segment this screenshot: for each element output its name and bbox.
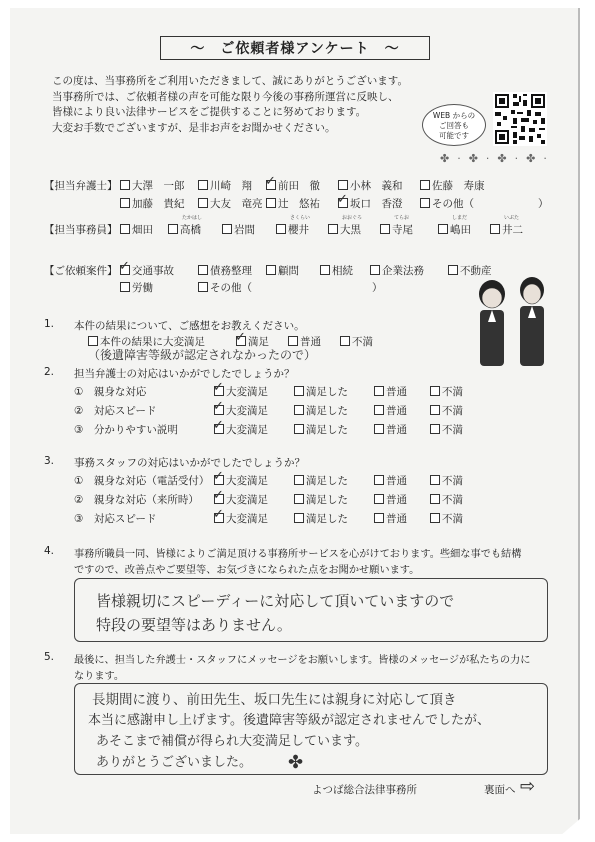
intro-line: 当事務所では、ご依頼者様の声を可能な限り今後の事務所運営に反映し、 bbox=[52, 90, 399, 103]
bubble-line: WEB からの bbox=[432, 111, 476, 120]
case-option[interactable] bbox=[266, 263, 299, 278]
option-label: その他（ bbox=[432, 198, 474, 210]
checkbox-checked[interactable] bbox=[214, 424, 224, 434]
case-option[interactable] bbox=[120, 263, 174, 278]
q4-text-line1: 事務所職員一同、皆様によりご満足頂ける事務所サービスを心がけております。些細な事でも結構 bbox=[74, 549, 522, 560]
lawyer-option[interactable] bbox=[338, 178, 403, 193]
option-label: 顧問 bbox=[278, 265, 299, 277]
staff-option[interactable] bbox=[276, 215, 311, 237]
option-label: 不満 bbox=[352, 336, 373, 348]
option-label: 坂口 香澄 bbox=[350, 198, 403, 210]
option-label: 大変満足 bbox=[226, 475, 268, 487]
lawyer-option[interactable] bbox=[266, 196, 320, 211]
option-label: 岩間 bbox=[234, 224, 255, 236]
bubble-line: ご回答も bbox=[439, 121, 469, 130]
office-name: よつば総合法律事務所 bbox=[312, 784, 417, 796]
staff-ruby: いぶた bbox=[504, 215, 520, 221]
checkbox[interactable] bbox=[198, 265, 208, 275]
checkbox[interactable] bbox=[374, 424, 384, 434]
checkbox-checked[interactable] bbox=[214, 475, 224, 485]
q2-rating-option[interactable] bbox=[374, 403, 407, 418]
q3-rating-option[interactable] bbox=[430, 511, 463, 526]
staff-illustration bbox=[470, 276, 554, 368]
checkbox[interactable] bbox=[222, 224, 232, 234]
staff-option[interactable] bbox=[380, 215, 413, 237]
q3-rating-option[interactable] bbox=[374, 492, 407, 507]
q3-item: ① 親身な対応（電話受付） bbox=[74, 475, 210, 487]
web-answer-bubble bbox=[422, 104, 486, 146]
q2-rating-option[interactable] bbox=[214, 384, 268, 399]
checkbox[interactable] bbox=[380, 224, 390, 234]
option-label: 寺尾 bbox=[392, 224, 413, 236]
option-label: 労働 bbox=[132, 282, 153, 294]
checkbox[interactable] bbox=[338, 180, 348, 190]
option-label: 川崎 翔 bbox=[210, 180, 252, 192]
checkbox-checked[interactable] bbox=[338, 198, 348, 208]
staff-ruby: さくらい bbox=[290, 215, 311, 221]
checkbox-checked[interactable] bbox=[266, 180, 276, 190]
checkbox[interactable] bbox=[288, 336, 298, 346]
checkbox[interactable] bbox=[430, 475, 440, 485]
q2-rating-option[interactable] bbox=[294, 422, 348, 437]
intro-line: 皆様により良い法律サービスをご提供することに努めております。 bbox=[52, 106, 367, 118]
option-label: 櫻井 bbox=[288, 224, 309, 236]
lawyer-option[interactable] bbox=[120, 178, 185, 193]
option-label: 満足した bbox=[306, 475, 348, 487]
checkbox[interactable] bbox=[266, 265, 276, 275]
q4-text-line2: ですので、改善点やご要望等、お気づきになられた点をお聞かせ願います。 bbox=[74, 565, 420, 576]
option-label: 大友 竜亮 bbox=[210, 198, 263, 210]
case-option[interactable] bbox=[120, 280, 153, 295]
checkbox[interactable] bbox=[370, 265, 380, 275]
q3-item: ③ 対応スピード bbox=[74, 513, 157, 525]
option-label: 普通 bbox=[386, 475, 407, 487]
q2-rating-option[interactable] bbox=[430, 422, 463, 437]
q3-number: 3. bbox=[44, 455, 55, 467]
checkbox[interactable] bbox=[374, 475, 384, 485]
option-label: 前田 徹 bbox=[278, 180, 320, 192]
option-label: 佐藤 寿康 bbox=[432, 180, 485, 192]
checkbox[interactable] bbox=[328, 224, 338, 234]
q4-number: 4. bbox=[44, 545, 55, 557]
checkbox[interactable] bbox=[266, 198, 276, 208]
option-label: 大変満足 bbox=[226, 513, 268, 525]
checkbox[interactable] bbox=[320, 265, 330, 275]
q5-number: 5. bbox=[44, 651, 55, 663]
q2-rating-option[interactable] bbox=[294, 384, 348, 399]
checkbox[interactable] bbox=[168, 224, 178, 234]
q2-rating-option[interactable] bbox=[294, 403, 348, 418]
option-label: 満足した bbox=[306, 513, 348, 525]
option-label: 普通 bbox=[386, 494, 407, 506]
case-option[interactable] bbox=[198, 263, 252, 278]
q3-rating-option[interactable] bbox=[294, 492, 348, 507]
clover-decoration-icon: ✤·✤·✤·✤· bbox=[440, 152, 555, 165]
staff-ruby: しまだ bbox=[452, 215, 468, 221]
q3-rating-option[interactable] bbox=[430, 492, 463, 507]
q3-rating-option[interactable] bbox=[214, 473, 268, 488]
checkbox[interactable] bbox=[448, 265, 458, 275]
checkbox[interactable] bbox=[198, 282, 208, 292]
staff-label: 【担当事務員】 bbox=[44, 224, 118, 236]
q3-rating-option[interactable] bbox=[374, 511, 407, 526]
option-label: 大黒 bbox=[340, 224, 361, 236]
option-label: 不満 bbox=[442, 405, 463, 417]
option-label: 畑田 bbox=[132, 224, 153, 236]
option-label: 井二 bbox=[502, 224, 523, 236]
bubble-line: 可能です bbox=[439, 131, 469, 140]
q2-item: ② 対応スピード bbox=[74, 405, 157, 417]
q5-answer-line4: ありがとうございました。 bbox=[96, 755, 253, 770]
q5-text-line1: 最後に、担当した弁護士・スタッフにメッセージをお願いします。皆様のメッセージが私たちの力に bbox=[74, 655, 531, 666]
qr-code-icon[interactable] bbox=[493, 92, 547, 146]
option-label: 不動産 bbox=[460, 265, 492, 277]
checkbox[interactable] bbox=[438, 224, 448, 234]
staff-option[interactable] bbox=[328, 215, 363, 237]
q1-handwritten-note: （後遺障害等級が認定されなかったので） bbox=[88, 348, 317, 362]
option-label: 普通 bbox=[386, 405, 407, 417]
checkbox[interactable] bbox=[374, 494, 384, 504]
q3-rating-option[interactable] bbox=[214, 511, 268, 526]
q5-answer-line1: 長期間に渡り、前田先生、坂口先生には親身に対応して頂き bbox=[92, 692, 457, 708]
option-label: 交通事故 bbox=[132, 265, 174, 277]
option-label: 債務整理 bbox=[210, 265, 252, 277]
option-label: 相続 bbox=[332, 265, 353, 277]
option-label: 不満 bbox=[442, 424, 463, 436]
q2-rating-option[interactable] bbox=[214, 403, 268, 418]
lawyer-option[interactable] bbox=[420, 178, 485, 193]
checkbox[interactable] bbox=[88, 336, 98, 346]
q2-rating-option[interactable] bbox=[430, 403, 463, 418]
checkbox[interactable] bbox=[198, 180, 208, 190]
checkbox-checked[interactable] bbox=[214, 386, 224, 396]
checkbox[interactable] bbox=[340, 336, 350, 346]
page-title: ～ ご依頼者様アンケート ～ bbox=[160, 36, 430, 60]
case-option[interactable] bbox=[320, 263, 353, 278]
option-label: 辻 悠祐 bbox=[278, 198, 320, 210]
option-label: 加藤 貴紀 bbox=[132, 198, 185, 210]
clover-logo-icon: ✤ bbox=[288, 752, 304, 773]
staff-option[interactable] bbox=[490, 215, 523, 237]
lawyer-option[interactable] bbox=[338, 196, 403, 211]
checkbox[interactable] bbox=[294, 405, 304, 415]
checkbox[interactable] bbox=[420, 180, 430, 190]
option-label: 満足した bbox=[306, 386, 348, 398]
q3-rating-option[interactable] bbox=[214, 492, 268, 507]
q5-answer-line2: 本当に感謝申し上げます。後遺障害等級が認定されませんでしたが、 bbox=[88, 713, 490, 728]
staff-ruby: おおぐろ bbox=[342, 215, 363, 221]
lawyer-option[interactable] bbox=[266, 178, 320, 193]
other-close: ） bbox=[372, 282, 383, 294]
q1-option[interactable] bbox=[340, 334, 373, 349]
checkbox[interactable] bbox=[430, 494, 440, 504]
option-label: その他（ bbox=[210, 282, 252, 294]
option-label: 高橋 bbox=[180, 224, 201, 236]
checkbox[interactable] bbox=[120, 224, 130, 234]
cases-label: 【ご依頼案件】 bbox=[44, 265, 118, 277]
page-curl bbox=[553, 806, 595, 842]
option-label: 大変満足 bbox=[226, 494, 268, 506]
option-label: 企業法務 bbox=[382, 265, 424, 277]
lawyer-option[interactable] bbox=[198, 178, 252, 193]
checkbox-checked[interactable] bbox=[120, 265, 130, 275]
checkbox[interactable] bbox=[374, 513, 384, 523]
q1-number: 1. bbox=[44, 318, 55, 330]
checkbox[interactable] bbox=[430, 424, 440, 434]
option-label: 嶋田 bbox=[450, 224, 471, 236]
option-label: 普通 bbox=[386, 386, 407, 398]
checkbox[interactable] bbox=[294, 513, 304, 523]
checkbox[interactable] bbox=[374, 405, 384, 415]
arrow-right-icon[interactable]: ⇨ bbox=[520, 776, 536, 797]
option-label: 不満 bbox=[442, 494, 463, 506]
staff-option[interactable] bbox=[222, 222, 255, 237]
checkbox[interactable] bbox=[294, 475, 304, 485]
staff-ruby: たかはし bbox=[182, 215, 203, 221]
option-label: 本件の結果に大変満足 bbox=[100, 336, 205, 348]
q3-rating-option[interactable] bbox=[294, 473, 348, 488]
checkbox[interactable] bbox=[276, 224, 286, 234]
checkbox[interactable] bbox=[120, 198, 130, 208]
q2-number: 2. bbox=[44, 366, 55, 378]
option-label: 満足 bbox=[248, 336, 269, 348]
lawyer-option[interactable] bbox=[198, 196, 263, 211]
q2-rating-option[interactable] bbox=[430, 384, 463, 399]
intro-text bbox=[52, 74, 422, 136]
checkbox[interactable] bbox=[120, 180, 130, 190]
option-label: 大変満足 bbox=[226, 424, 268, 436]
checkbox[interactable] bbox=[420, 198, 430, 208]
lawyer-option[interactable] bbox=[120, 196, 185, 211]
checkbox[interactable] bbox=[490, 224, 500, 234]
checkbox-checked[interactable] bbox=[214, 494, 224, 504]
q2-rating-option[interactable] bbox=[214, 422, 268, 437]
staff-ruby: てらお bbox=[394, 215, 410, 221]
option-label: 満足した bbox=[306, 494, 348, 506]
checkbox[interactable] bbox=[374, 386, 384, 396]
q2-rating-option[interactable] bbox=[374, 422, 407, 437]
intro-line: 大変お手数でございますが、是非お声をお聞かせください。 bbox=[52, 121, 336, 134]
q2-item: ① 親身な対応 bbox=[74, 386, 147, 398]
next-page-label[interactable]: 裏面へ bbox=[484, 784, 516, 796]
staff-option[interactable] bbox=[168, 215, 203, 237]
option-label: 満足した bbox=[306, 424, 348, 436]
checkbox[interactable] bbox=[294, 424, 304, 434]
option-label: 大変満足 bbox=[226, 405, 268, 417]
option-label: 大変満足 bbox=[226, 386, 268, 398]
checkbox[interactable] bbox=[120, 282, 130, 292]
lawyers-label: 【担当弁護士】 bbox=[44, 180, 118, 192]
checkbox[interactable] bbox=[198, 198, 208, 208]
checkbox[interactable] bbox=[294, 494, 304, 504]
q3-rating-option[interactable] bbox=[294, 511, 348, 526]
q5-answer-line3: あそこまで補償が得られ大変満足しています。 bbox=[96, 734, 368, 749]
checkbox-checked[interactable] bbox=[214, 405, 224, 415]
staff-option[interactable] bbox=[438, 215, 471, 237]
q1-text: 本件の結果について、ご感想をお教えください。 bbox=[74, 320, 305, 332]
option-label: 普通 bbox=[386, 424, 407, 436]
checkbox-checked[interactable] bbox=[236, 336, 246, 346]
other-close: ） bbox=[538, 198, 549, 210]
option-label: 大澤 一郎 bbox=[132, 180, 185, 192]
q2-rating-option[interactable] bbox=[374, 384, 407, 399]
option-label: 満足した bbox=[306, 405, 348, 417]
checkbox[interactable] bbox=[430, 386, 440, 396]
case-option[interactable] bbox=[198, 280, 252, 295]
option-label: 小林 義和 bbox=[350, 180, 403, 192]
checkbox[interactable] bbox=[430, 513, 440, 523]
q4-answer-line1: 皆様親切にスピーディーに対応して頂いていますので bbox=[96, 592, 455, 610]
option-label: 不満 bbox=[442, 386, 463, 398]
q3-item: ② 親身な対応（来所時） bbox=[74, 494, 199, 506]
checkbox[interactable] bbox=[430, 405, 440, 415]
option-label: 普通 bbox=[300, 336, 321, 348]
case-option[interactable] bbox=[370, 263, 424, 278]
q4-answer-line2: 特段の要望等はありません。 bbox=[96, 616, 292, 634]
checkbox[interactable] bbox=[294, 386, 304, 396]
q2-item: ③ 分かりやすい説明 bbox=[74, 424, 178, 436]
q3-rating-option[interactable] bbox=[430, 473, 463, 488]
option-label: 不満 bbox=[442, 513, 463, 525]
lawyer-option[interactable] bbox=[420, 196, 474, 211]
intro-line: この度は、当事務所をご利用いただきまして、誠にありがとうございます。 bbox=[52, 75, 408, 87]
q3-text: 事務スタッフの対応はいかがでしたでしょうか？ bbox=[74, 457, 305, 469]
checkbox-checked[interactable] bbox=[214, 513, 224, 523]
option-label: 不満 bbox=[442, 475, 463, 487]
q2-text: 担当弁護士の対応はいかがでしたでしょうか？ bbox=[74, 368, 295, 380]
staff-option[interactable] bbox=[120, 222, 153, 237]
q5-text-line2: なります。 bbox=[74, 671, 125, 682]
q3-rating-option[interactable] bbox=[374, 473, 407, 488]
option-label: 普通 bbox=[386, 513, 407, 525]
